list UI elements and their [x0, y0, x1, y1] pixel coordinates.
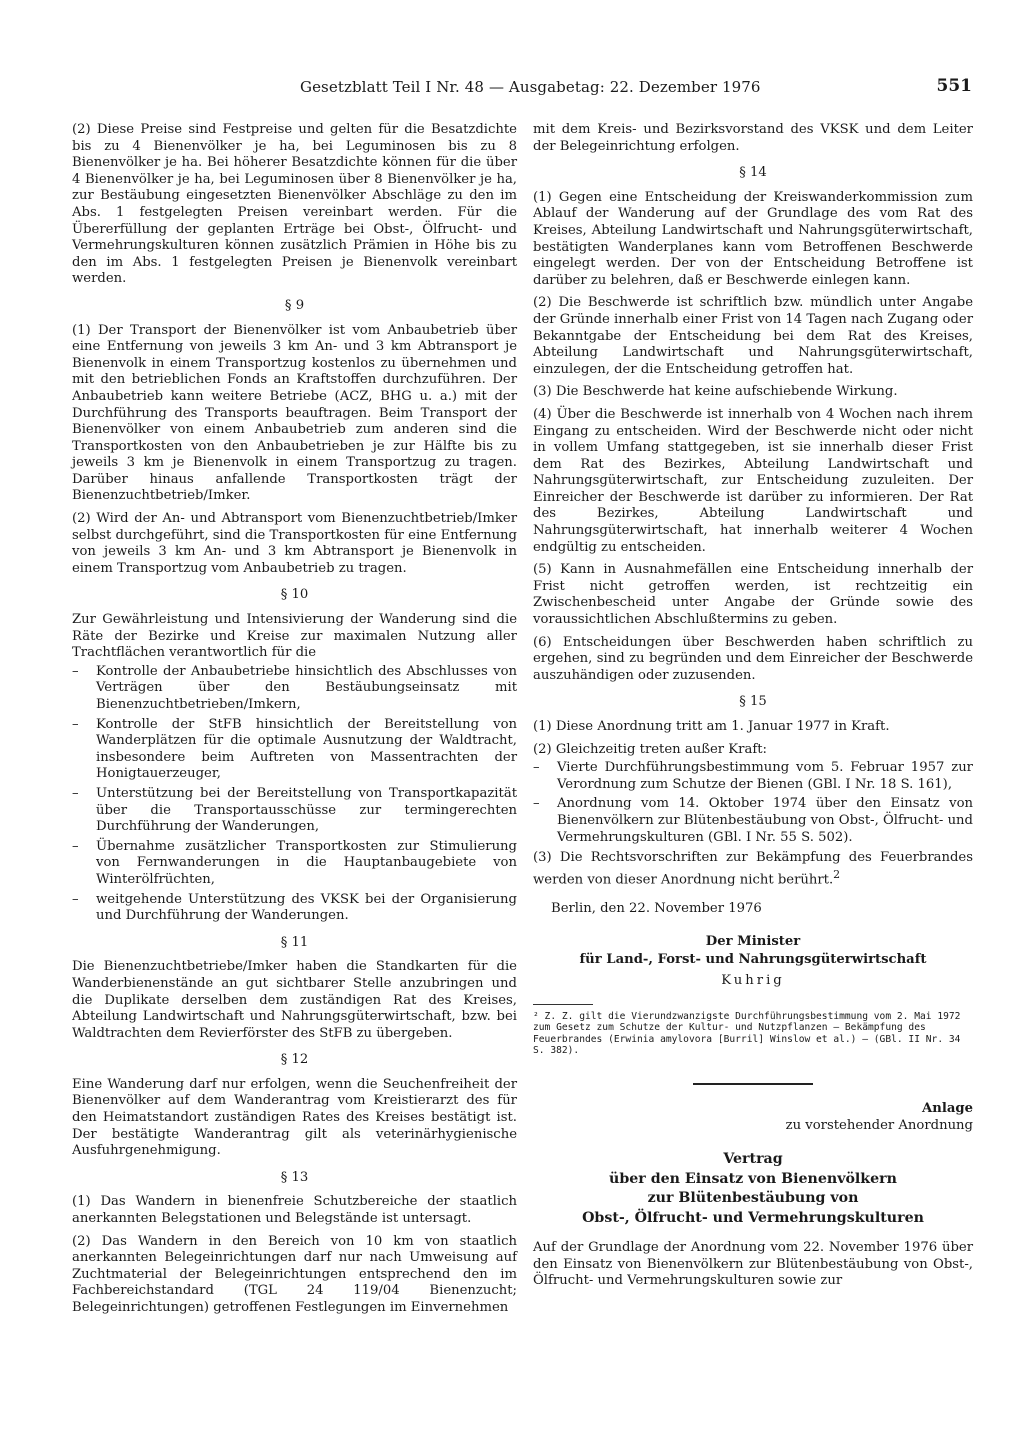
paragraph: (2) Wird der An- und Abtransport vom Bienenzuchtbetrieb/Imker selbst durchgeführt, sind die Transportkosten für eine Entfernung von jeweils 3 km An- und 3 km Abtransport je Bienenvolk in einem Transportzug vom Anbaubetrieb zu tragen. [72, 511, 517, 576]
paragraph: (6) Entscheidungen über Beschwerden haben schriftlich zu ergehen, sind zu begründen und dem Einreicher der Beschwerde auszuhändigen oder zuzusenden. [533, 634, 973, 683]
page-number: 551 [936, 76, 972, 96]
dash-list [533, 760, 973, 846]
section-heading: § 10 [280, 587, 309, 603]
paragraph: Auf der Grundlage der Anordnung vom 22. November 1976 über den Einsatz von Bienenvölkern zur Blütenbestäubung von Obst-, Ölfrucht- und Vermehrungskulturen sowie zur [533, 1240, 973, 1289]
paragraph: (2) Das Wandern in den Bereich von 10 km von staatlich anerkannten Belegeinrichtungen darf nur nach Umweisung auf Zuchtmaterial der Belegeinrichtungen entsprechend den im Fachbereichstandard (TGL 24 119/04 Bienenzucht; Belegeinrichtungen) getroffenen Festlegungen im Einvernehmen [72, 1233, 517, 1315]
paragraph: (3) Die Beschwerde hat keine aufschiebende Wirkung. [533, 384, 898, 400]
paragraph: (2) Gleichzeitig treten außer Kraft: [533, 741, 767, 757]
paragraph: Eine Wanderung darf nur erfolgen, wenn die Seuchenfreiheit der Bienenvölker auf dem Wanderantrag vom Kreistierarzt des für den Heimatstandort zuständigen Rates des Kreises bestätigt ist. Der bestätigte Wanderantrag gilt als veterinärhygienische Ausfuhrgenehmigung. [72, 1076, 517, 1159]
list-item: – Unterstützung bei der Bereitstellung von Transportkapazität über die Transportausschüsse zur termingerechten Durchführung der Wanderungen, [72, 786, 517, 836]
section-heading: § 15 [739, 694, 767, 710]
header-title: Gesetzblatt Teil I Nr. 48 — Ausgabetag: 22. Dezember 1976 [300, 78, 761, 96]
footnote-ref: 2 [833, 867, 841, 881]
annex-label: Anlage [922, 1100, 973, 1116]
list-item: – Kontrolle der Anbaubetriebe hinsichtlich des Abschlusses von Verträgen über den Bestäubungseinsatz mit Bienenzuchtbetrieben/Imkern, [72, 664, 517, 714]
paragraph: (1) Der Transport der Bienenvölker ist vom Anbaubetrieb über eine Entfernung von jeweils 3 km An- und 3 km Abtransport je Bienenvolk in einem Transportzug kostenlos zu übernehmen und mit den betrieblichen Fonds an Kraftstoffen durchzuführen. Der Anbaubetrieb kann weitere Betriebe (ACZ, BHG u. a.) mit der Durchführung des Transports beauftragen. Beim Transport der Bienenvölker von einem Anbaubetrieb zum anderen sind die Transportkosten von den Anbaubetrieben je zur Hälfte bis zu jeweils 3 km je Bienenvolk in einem Transportzug zu tragen. Darüber hinaus anfallende Transportkosten trägt der Bienenzuchtbetrieb/Imker. [72, 322, 517, 504]
signature-place-date: Berlin, den 22. November 1976 [551, 900, 762, 916]
paragraph [533, 850, 973, 889]
paragraph: (1) Das Wandern in bienenfreie Schutzbereiche der staatlich anerkannten Belegstationen und Belegstände ist untersagt. [72, 1194, 517, 1227]
section-heading: § 9 [284, 297, 305, 313]
paragraph: Die Bienenzuchtbetriebe/Imker haben die Standkarten für die Wanderbienenstände an gut sichtbarer Stelle anzubringen und die Duplikate derselben dem zuständigen Rat des Kreises, Abteilung Landwirtschaft und Nahrungsgüterwirtschaft, bzw. bei Waldtrachten dem Revierförster des StFB zu übergeben. [72, 959, 517, 1041]
paragraph: (1) Gegen eine Entscheidung der Kreiswanderkommission zum Ablauf der Wanderung auf der Grundlage des vom Rat des Kreises, Abteilung Landwirtschaft und Nahrungsgüterwirtschaft, bestätigten Wanderplanes kann vom Betroffenen Beschwerde eingelegt werden. Der von der Entscheidung Betroffene ist darüber zu belehren, daß er Beschwerde einlegen kann. [533, 189, 973, 288]
paragraph: (4) Über die Beschwerde ist innerhalb von 4 Wochen nach ihrem Eingang zu entscheiden. Wird der Beschwerde nicht oder nicht in vollem Umfang stattgegeben, ist sie innerhalb dieser Frist dem Rat des Bezirkes, Abteilung Landwirtschaft und Nahrungsgüterwirtschaft, zur Entscheidung zuzuleiten. Der Einreicher der Beschwerde ist darüber zu informieren. Der Rat des Bezirkes, Abteilung Landwirtschaft und Nahrungsgüterwirtschaft, hat innerhalb weiterer 4 Wochen endgültig zu entscheiden. [533, 406, 973, 555]
right-column [533, 122, 973, 1296]
paragraph: (5) Kann in Ausnahmefällen eine Entscheidung innerhalb der Frist nicht getroffen werden, ist rechtzeitig ein Zwischenbescheid unter Angabe der Gründe sowie des voraussichtlichen Abschlußtermins zu geben. [533, 562, 973, 628]
paragraph: Zur Gewährleistung und Intensivierung der Wanderung sind die Räte der Bezirke und Kreise zur maximalen Nutzung aller Trachtflächen verantwortlich für die [72, 612, 517, 661]
paragraph: (2) Diese Preise sind Festpreise und gelten für die Besatzdichte bis zu 4 Bienenvölker je ha, bei Leguminosen bis zu 8 Bienenvölker je ha. Bei höherer Besatzdichte können für die über 4 Bienenvölker je ha, bei Leguminosen über 8 Bienenvölker je ha, zur Bestäubung eingesetzten Bienenvölker Abschläge zu den im Abs. 1 festgelegten Preisen vereinbart werden. Für die Übererfüllung der geplanten Erträge bei Obst-, Ölfrucht- und Vermehrungskulturen können zusätzlich Prämien in Höhe bis zu den im Abs. 1 festgelegten Preisen je Bienenvolk vereinbart werden. [72, 122, 517, 287]
paragraph: mit dem Kreis- und Bezirksvorstand des VKSK und dem Leiter der Belegeinrichtung erfolgen. [533, 122, 973, 154]
dash-list [72, 664, 517, 925]
list-item: – Anordnung vom 14. Oktober 1974 über den Einsatz von Bienenvölkern zur Blütenbestäubung von Obst-, Ölfrucht- und Vermehrungskulturen (GBl. I Nr. 55 S. 502). [533, 796, 973, 846]
contract-title: über den Einsatz von Bienenvölkern [609, 1170, 897, 1187]
paragraph-text: (3) Die Rechtsvorschriften zur Bekämpfung des Feuerbrandes werden von dieser Anordnung nicht berührt. [533, 850, 973, 888]
list-item: – weitgehende Unterstützung des VKSK bei der Organisierung und Durchführung der Wanderungen. [72, 892, 517, 925]
paragraph: (2) Die Beschwerde ist schriftlich bzw. mündlich unter Angabe der Gründe innerhalb einer Frist von 14 Tagen nach Zugang oder Bekanntgabe der Entscheidung bei dem Rat des Kreises, Abteilung Landwirtschaft und Nahrungsgüterwirtschaft, einzulegen, der die Entscheidung getroffen hat. [533, 295, 973, 377]
section-heading: § 11 [280, 934, 309, 950]
section-heading: § 13 [280, 1169, 309, 1185]
left-column [72, 122, 517, 1323]
section-heading: § 12 [280, 1052, 309, 1068]
page-header [300, 78, 980, 102]
ministry-name: für Land-, Forst- und Nahrungsgüterwirtschaft [579, 952, 927, 968]
section-heading: § 14 [739, 165, 767, 181]
footnote-divider [533, 1004, 593, 1005]
minister-title: Der Minister [705, 934, 801, 950]
annex-divider [693, 1083, 813, 1085]
minister-name: Kuhrig [721, 973, 785, 989]
minister-block [533, 933, 973, 969]
annex-subtitle: zu vorstehender Anordnung [785, 1117, 973, 1133]
contract-title: Vertrag [723, 1151, 783, 1168]
contract-title: zur Blütenbestäubung von [647, 1190, 859, 1207]
list-item: – Vierte Durchführungsbestimmung vom 5. Februar 1957 zur Verordnung zum Schutze der Bienen (GBl. I Nr. 18 S. 161), [533, 760, 973, 793]
list-item: – Übernahme zusätzlicher Transportkosten zur Stimulierung von Fernwanderungen in die Hauptanbaugebiete von Winterölfrüchten, [72, 839, 517, 889]
paragraph: (1) Diese Anordnung tritt am 1. Januar 1977 in Kraft. [533, 719, 890, 734]
list-item: – Kontrolle der StFB hinsichtlich der Bereitstellung von Wanderplätzen für die optimale Ausnutzung der Waldtracht, insbesondere beim Auftreten von Massentrachten der Honigtauerzeuger, [72, 717, 517, 783]
footnote: ² Z. Z. gilt die Vierundzwanzigste Durchführungsbestimmung vom 2. Mai 1972 zum Gesetz zum Schutze der Kultur- und Nutzpflanzen — Bekämpfung des Feuerbrandes (Erwinia amylovora [Burril] Winslow et al.) — (GBl. II Nr. 34 S. 382). [533, 1010, 961, 1057]
contract-title: Obst-, Ölfrucht- und Vermehrungskulturen [582, 1209, 924, 1226]
